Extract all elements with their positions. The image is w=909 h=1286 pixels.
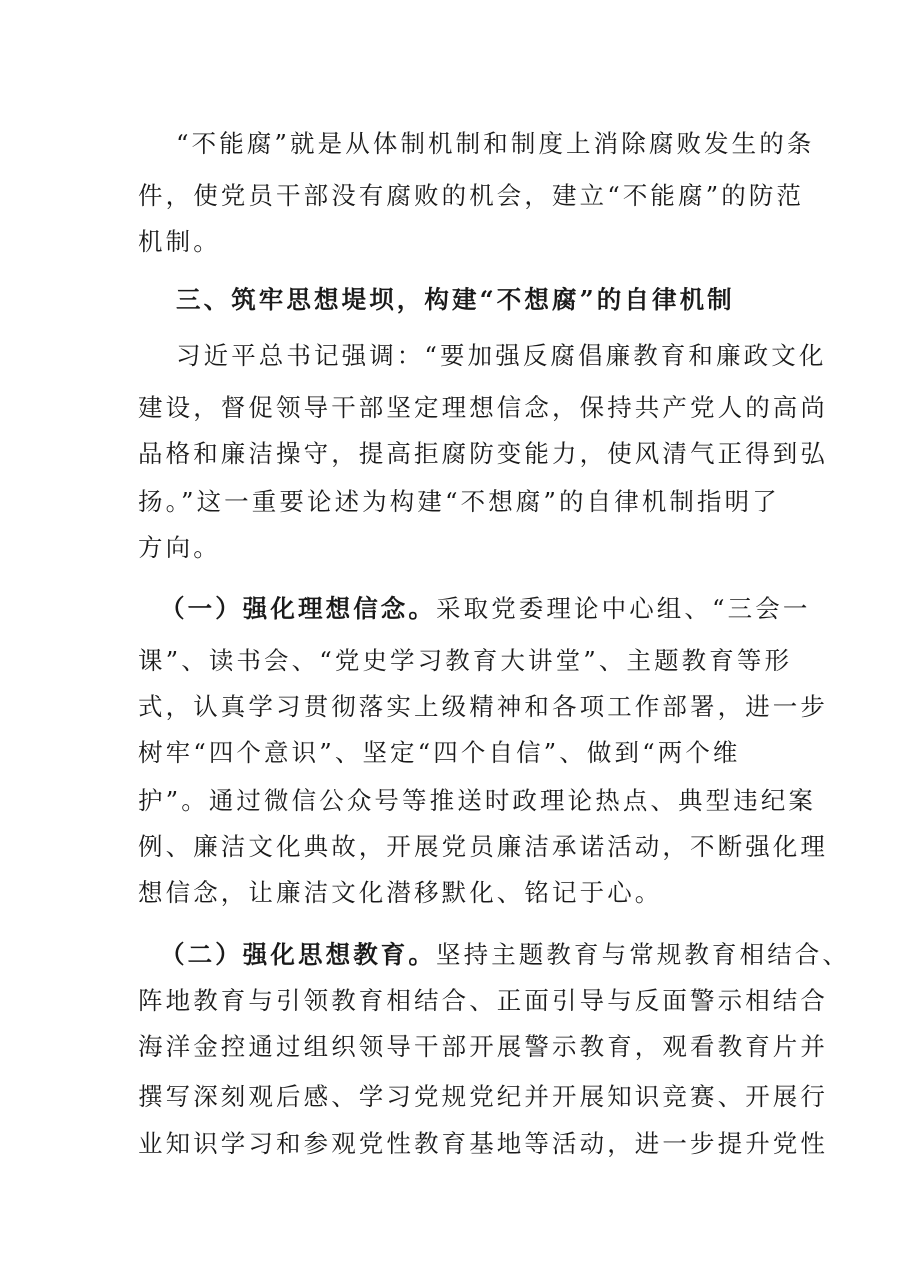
paragraph-line: 海洋金控通过组织领导干部开展警示教育，观看教育片并: [138, 1032, 828, 1061]
paragraph-line: 想信念，让廉洁文化潜移默化、铭记于心。: [138, 878, 663, 907]
paragraph-line: 业知识学习和参观党性教育基地等活动，进一步提升党性: [138, 1129, 828, 1158]
paragraph-line: 护”。通过微信公众号等推送时政理论热点、典型违纪案: [138, 786, 817, 815]
paragraph-line: “不能腐”就是从体制机制和制度上消除腐败发生的条: [176, 129, 815, 158]
paragraph-line: 撰写深刻观后感、学习党规党纪并开展知识竞赛、开展行: [138, 1082, 828, 1111]
paragraph-line: 式，认真学习贯彻落实上级精神和各项工作部署，进一步: [138, 692, 828, 721]
paragraph-line: [160, 939, 850, 971]
paragraph-line: 阵地教育与引领教育相结合、正面引导与反面警示相结合: [138, 986, 828, 1015]
paragraph-line: [160, 593, 811, 625]
paragraph-line: 课”、读书会、“党史学习教育大讲堂”、主题教育等形: [138, 646, 793, 675]
paragraph-line: 方向。: [138, 533, 221, 562]
paragraph-line: 品格和廉洁操守，提高拒腐防变能力，使风清气正得到弘: [138, 439, 828, 468]
paragraph-line: 例、廉洁文化典故，开展党员廉洁承诺活动，不断强化理: [138, 832, 828, 861]
paragraph-line: 件，使党员干部没有腐败的机会，建立“不能腐”的防范: [138, 181, 805, 210]
section-heading: 三、筑牢思想堤坝，构建“不想腐”的自律机制: [176, 285, 735, 314]
paragraph-line: 机制。: [138, 227, 221, 256]
paragraph-line: 习近平总书记强调：“要加强反腐倡廉教育和廉政文化: [176, 341, 827, 370]
paragraph-text: 采取党委理论中心组、“三会一: [436, 594, 811, 623]
paragraph-line: 扬。”这一重要论述为构建“不想腐”的自律机制指明了: [138, 487, 780, 516]
paragraph-line: 树牢“四个意识”、坚定“四个自信”、做到“两个维: [138, 738, 741, 767]
paragraph-text: 坚持主题教育与常规教育相结合、: [436, 940, 850, 969]
subsection-title: （一）强化理想信念。: [160, 594, 436, 623]
paragraph-line: 建设，督促领导干部坚定理想信念，保持共产党人的高尚: [138, 393, 828, 422]
subsection-title: （二）强化思想教育。: [160, 940, 436, 969]
